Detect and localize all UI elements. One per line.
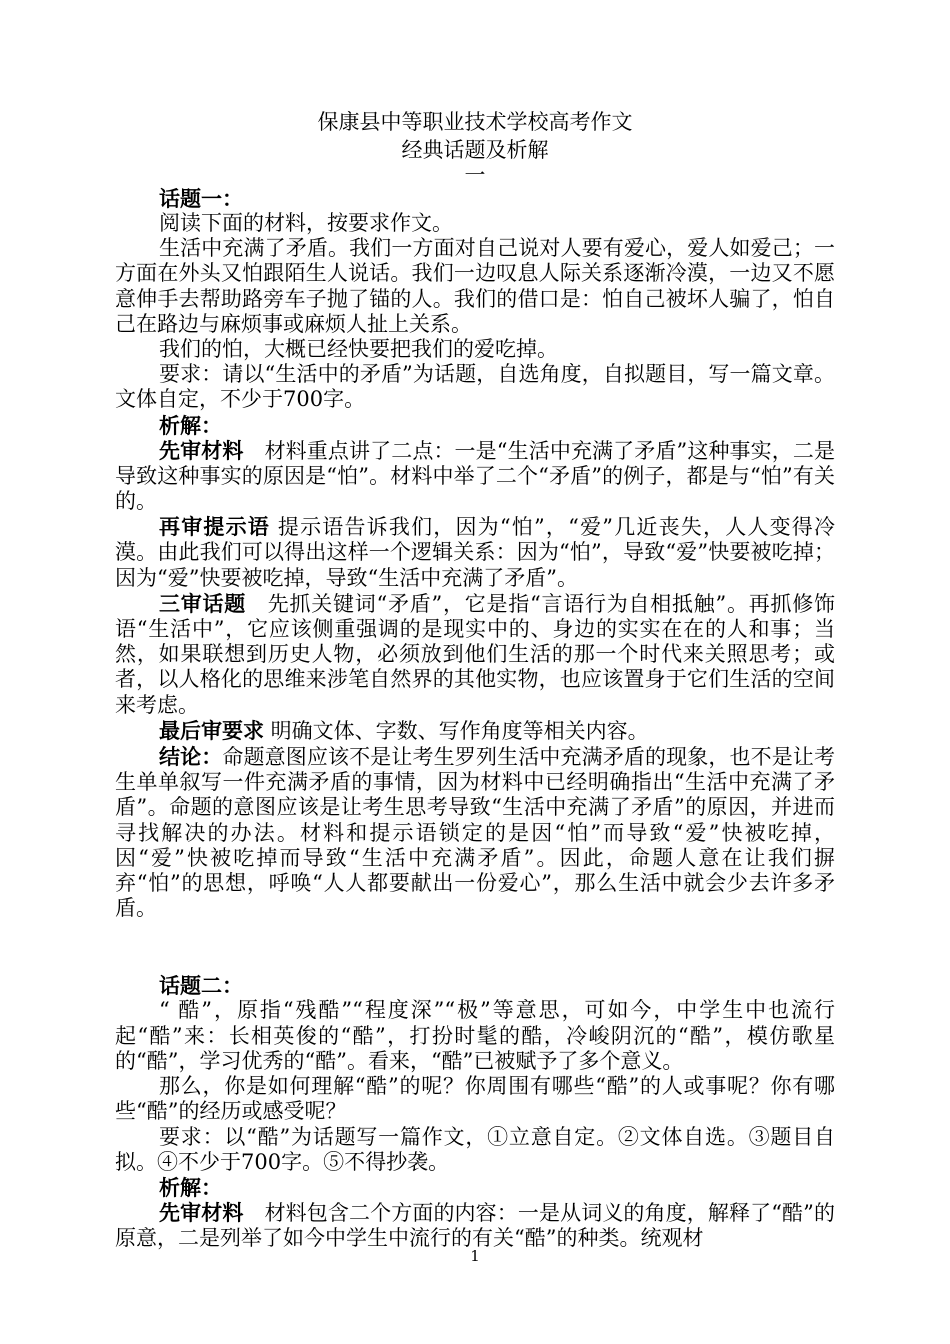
- topic2-requirement: 要求：以“酷”为话题写一篇作文，①立意自定。②文体自选。③题目自拟。④不少于700字。⑤不得抄袭。: [115, 1124, 835, 1174]
- analysis-text: 材料包含二个方面的内容：一是从词义的角度，解释了“酷”的原意，二是列举了如今中学生中流行的有关“酷”的种类。统观材: [115, 1200, 835, 1251]
- analysis-text: 先抓关键词“矛盾”，它是指“言语行为自相抵触”。再抓修饰语“生活中”，它应该侧重强调的是现实中的、身边的实实在在的人和事；当然，如果联想到历史人物，必须放到他们生活的那一个时代来关照思考；或者，以人格化的思维来涉笔自然界的其他实物，也应该置身于它们生活的空间来考虑。: [115, 591, 835, 717]
- topic1-analysis-2: [115, 514, 835, 591]
- document-title: 保康县中等职业技术学校高考作文: [317, 110, 633, 134]
- analysis-label: 先审材料: [159, 437, 244, 463]
- spacer: [115, 921, 835, 973]
- topic2-material: “ 酷”，原指“残酷”“程度深”“极”等意思，可如今，中学生中也流行起“酷”来：长相英俊的“酷”，打扮时髦的酷，冷峻阴沉的“酷”，模仿歌星的“酷”，学习优秀的“酷”。看来，“酷”已被赋予了多个意义。: [115, 998, 835, 1073]
- analysis-text: 明确文体、字数、写作角度等相关内容。: [264, 718, 649, 743]
- topic1-analysis-3: [115, 591, 835, 718]
- topic2-analysis-heading: 析解：: [159, 1174, 222, 1200]
- topic1-heading: 话题一：: [159, 186, 243, 211]
- analysis-text: 提示语告诉我们，因为“怕”，“爱”几近丧失，人人变得冷漠。由此我们可以得出这样一个逻辑关系：因为“怕”，导致“爱”快要被吃掉；因为“爱”快要被吃掉，导致“生活中充满了矛盾”。: [115, 515, 835, 590]
- analysis-text: 材料重点讲了二点：一是“生活中充满了矛盾”这种事实，二是导致这种事实的原因是“怕”。材料中举了二个“矛盾”的例子，都是与“怕”有关的。: [115, 438, 835, 514]
- analysis-text: 命题意图应该不是让考生罗列生活中充满矛盾的现象，也不是让考生单单叙写一件充满矛盾的事情，因为材料中已经明确指出“生活中充满了矛盾”。命题的意图应该是让考生思考导致“生活中充满了矛盾”的原因，并进而寻找解决的办法。材料和提示语锁定的是因“怕”而导致“爱”快被吃掉，因“爱”快被吃掉而导致“生活中充满矛盾”。因此，命题人意在让我们摒弃“怕”的思想，呼唤“人人都要献出一份爱心”，那么生活中就会少去许多矛盾。: [115, 745, 836, 921]
- page-number: 1: [470, 1247, 480, 1265]
- topic1-conclusion: [115, 744, 835, 921]
- topic1-analysis-1: [115, 438, 835, 515]
- section-mark: 一: [464, 163, 486, 187]
- topic2-questions: 那么，你是如何理解“酷”的呢？你周围有哪些“酷”的人或事呢？你有哪些“酷”的经历或感受呢？: [115, 1074, 835, 1124]
- topic1-instruction: 阅读下面的材料，按要求作文。: [159, 211, 453, 235]
- analysis-label: 最后审要求: [159, 717, 264, 743]
- topic1-analysis-heading: 析解：: [159, 412, 222, 438]
- topic1-analysis-4: [115, 718, 835, 744]
- topic2-heading: 话题二：: [159, 973, 243, 999]
- topic2-analysis-1: [115, 1200, 835, 1251]
- topic1-material-end: 我们的怕，大概已经快要把我们的爱吃掉。: [159, 337, 558, 362]
- topic1-requirement: 要求：请以“生活中的矛盾”为话题，自选角度，自拟题目，写一篇文章。文体自定，不少于700字。: [115, 362, 835, 412]
- analysis-label: 再审提示语: [159, 514, 270, 540]
- analysis-label: 结论：: [159, 744, 223, 770]
- topic1-material: 生活中充满了矛盾。我们一方面对自己说对人要有爱心，爱人如爱己；一方面在外头又怕跟陌生人说话。我们一边叹息人际关系逐渐冷漠，一边又不愿意伸手去帮助路旁车子抛了锚的人。我们的借口是：怕自己被坏人骗了，怕自己在路边与麻烦事或麻烦人扯上关系。: [115, 236, 835, 336]
- analysis-label: 先审材料: [159, 1199, 244, 1225]
- document-page: [115, 108, 835, 1251]
- analysis-label: 三审话题: [159, 590, 247, 616]
- document-subtitle: 经典话题及析解: [401, 138, 549, 162]
